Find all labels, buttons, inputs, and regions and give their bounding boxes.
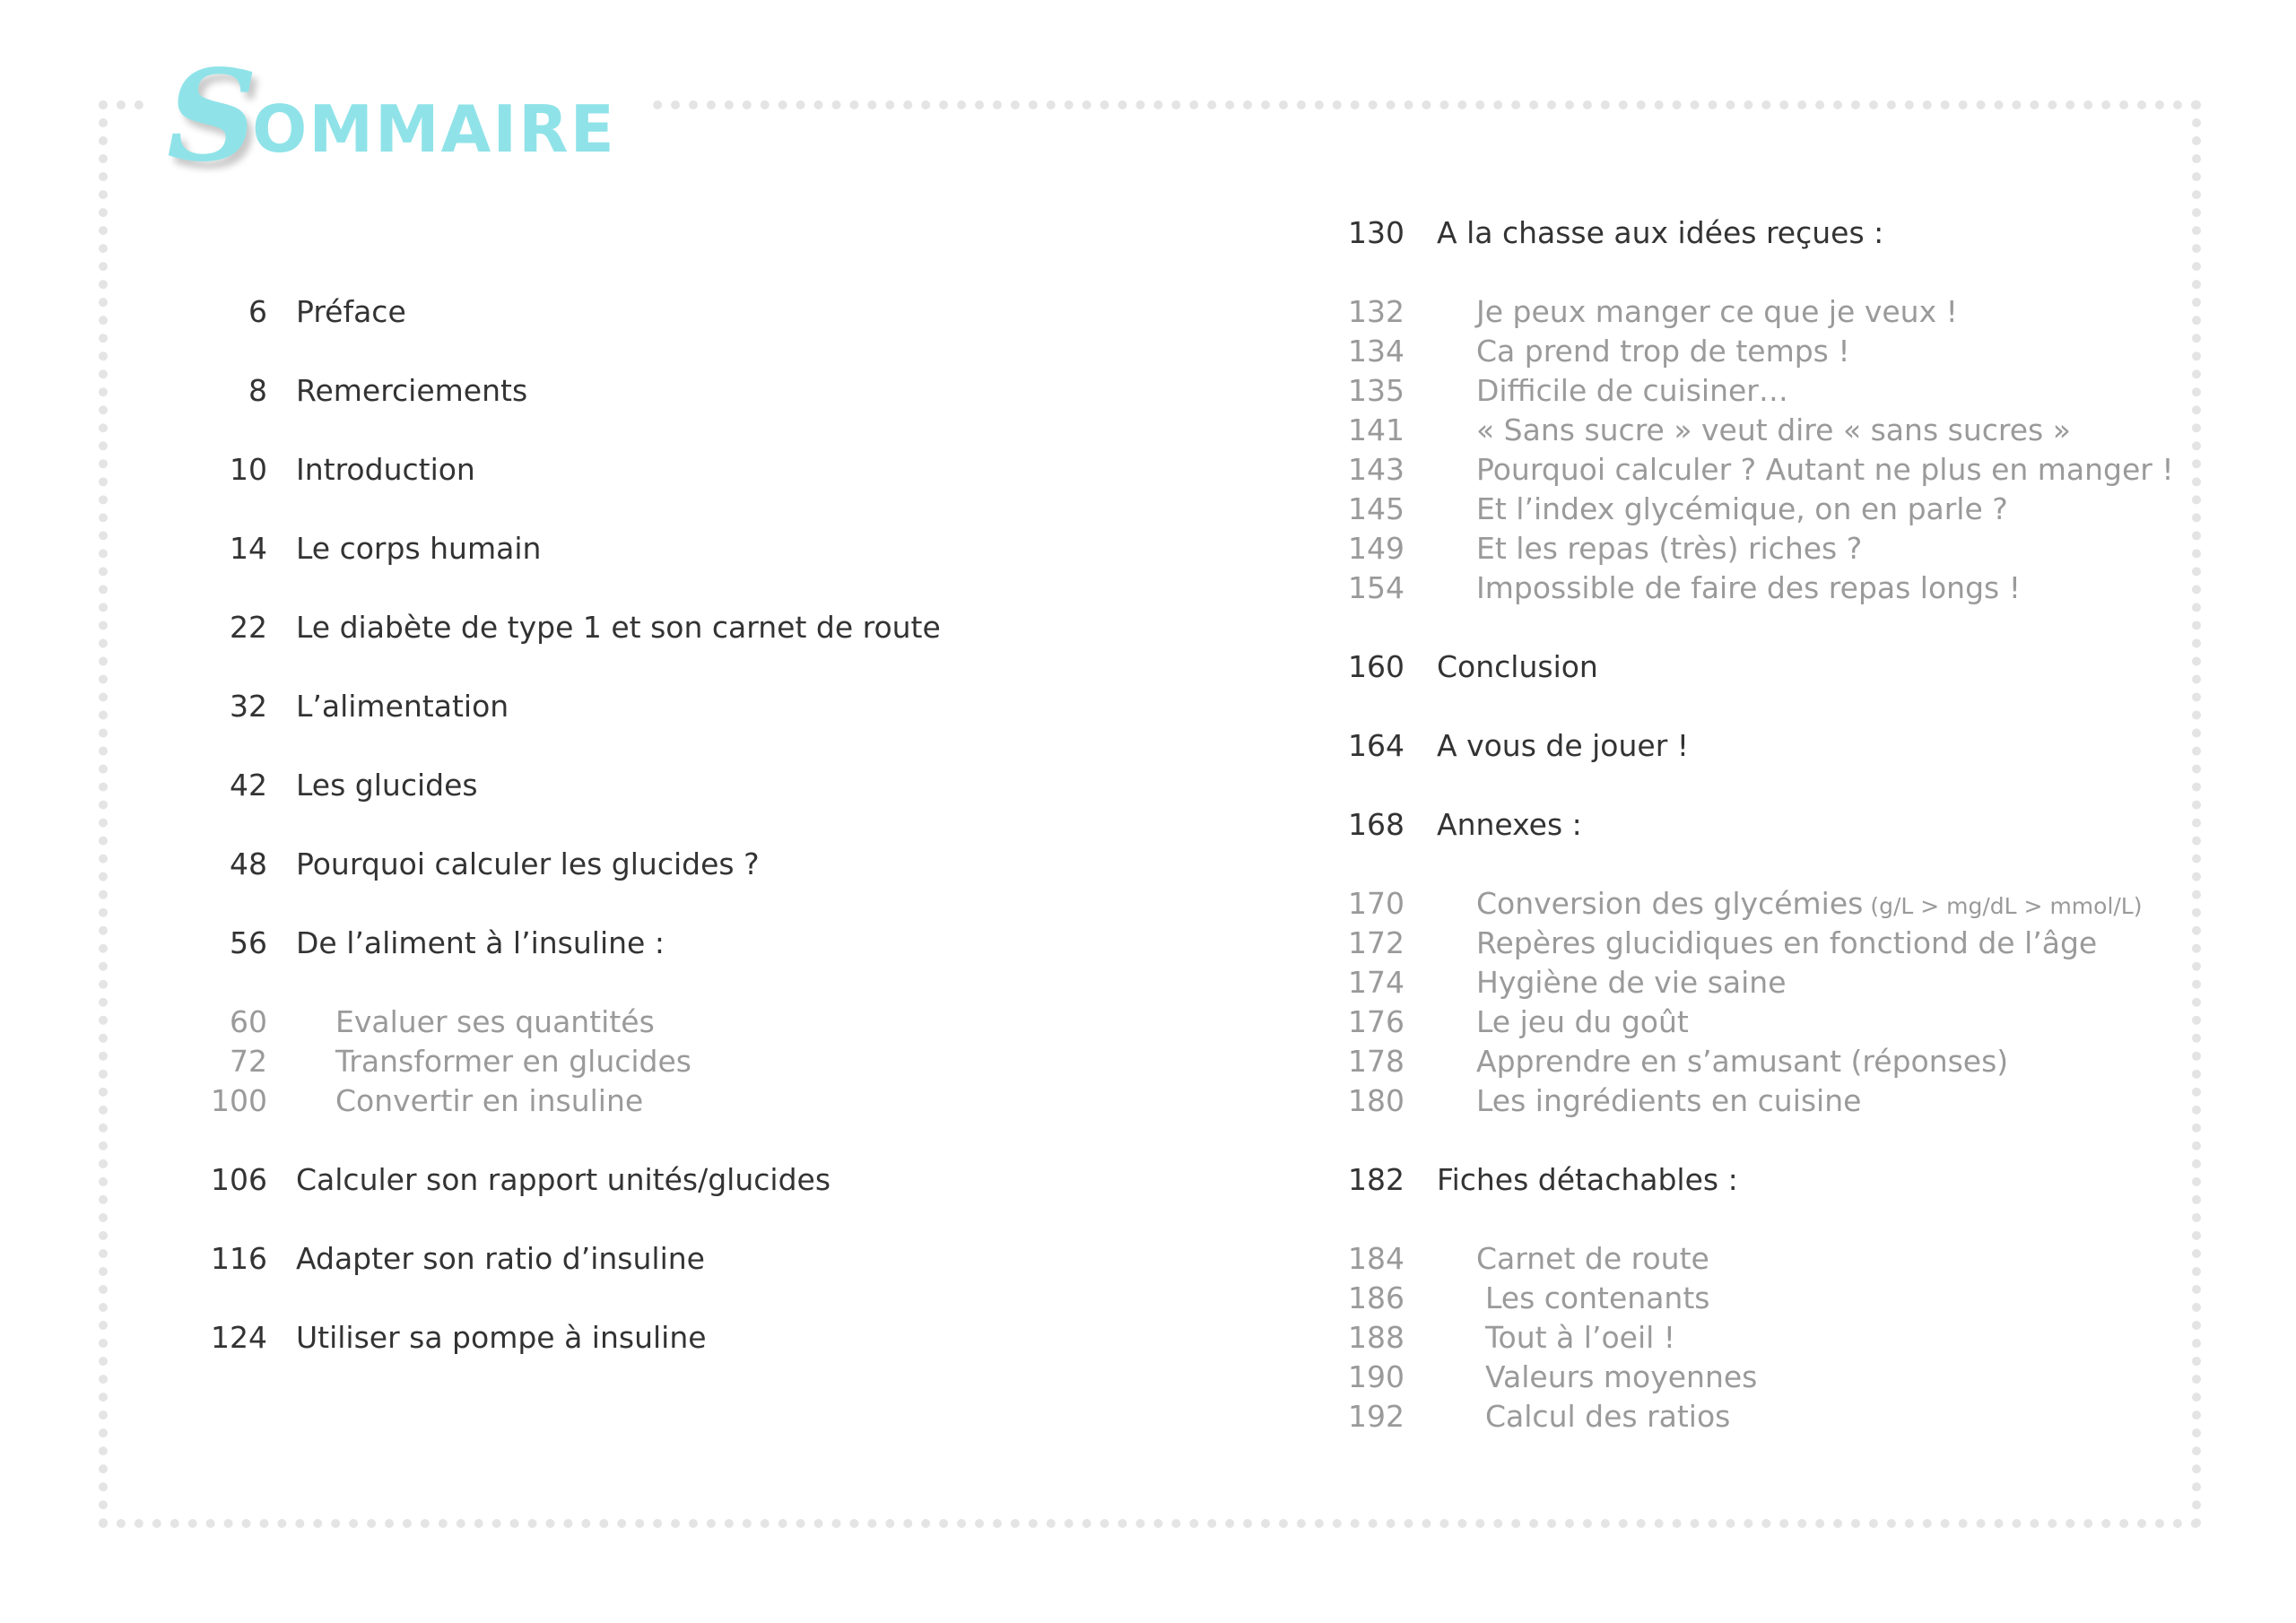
- entry-text: Valeurs moyennes: [1485, 1359, 1758, 1394]
- page-number: 143: [1348, 452, 1405, 487]
- toc-entry[interactable]: [152, 845, 1229, 884]
- entry-text: Convertir en insuline: [335, 1083, 644, 1118]
- entry-text: Les ingrédients en cuisine: [1476, 1083, 1862, 1118]
- entry-title: [296, 292, 406, 332]
- toc-subentry[interactable]: [1309, 1239, 2170, 1279]
- entry-text: Introduction: [296, 452, 475, 487]
- entry-title: [335, 1042, 691, 1081]
- entry-text: Remerciements: [296, 373, 528, 408]
- entry-text: Préface: [296, 294, 406, 329]
- entry-text: « Sans sucre » veut dire « sans sucres »: [1476, 412, 2071, 447]
- page-number: 135: [1348, 373, 1405, 408]
- page-number: 172: [1348, 925, 1405, 960]
- entry-title: [296, 450, 475, 490]
- toc-subentry[interactable]: [152, 924, 1229, 963]
- page-number: 184: [1348, 1241, 1405, 1276]
- entry-title: [296, 1160, 831, 1200]
- entry-title: [1485, 1318, 1675, 1358]
- toc-subentry[interactable]: [1309, 332, 2170, 371]
- page-number: 188: [1348, 1320, 1405, 1355]
- toc-entry[interactable]: [152, 292, 1229, 332]
- entry-text: Calculer son rapport unités/glucides: [296, 1162, 831, 1197]
- entry-title: [335, 1081, 643, 1121]
- toc-entry[interactable]: [152, 608, 1229, 647]
- toc-subentry[interactable]: [1309, 805, 2170, 845]
- entry-title: [1437, 647, 1598, 687]
- page-number: 130: [1348, 215, 1405, 250]
- toc-subentry[interactable]: [1309, 1318, 2170, 1358]
- title-initial: S: [167, 43, 258, 190]
- toc-entry[interactable]: [1309, 726, 2170, 766]
- page-number: 182: [1348, 1162, 1405, 1197]
- toc-subentry[interactable]: [1309, 411, 2170, 450]
- entry-title: [1476, 450, 2174, 490]
- toc-subentry[interactable]: [1309, 1358, 2170, 1397]
- toc-left-column: [152, 292, 1229, 1397]
- page-number: 134: [1348, 334, 1405, 369]
- entry-title: [1485, 1358, 1757, 1397]
- toc-subentry[interactable]: [1309, 1081, 2170, 1121]
- toc-subentry[interactable]: [1309, 529, 2170, 568]
- entry-title: [1476, 1081, 1861, 1121]
- page-number: 8: [248, 373, 267, 408]
- page-number: 174: [1348, 965, 1405, 1000]
- entry-title: [1485, 1279, 1709, 1318]
- entry-title: [335, 1002, 655, 1042]
- entry-text: Fiches détachables :: [1437, 1162, 1738, 1197]
- entry-text: A la chasse aux idées reçues :: [1437, 215, 1884, 250]
- toc-subentry[interactable]: [1309, 292, 2170, 332]
- entry-text: Je peux manger ce que je veux !: [1476, 294, 1958, 329]
- entry-title: [296, 371, 527, 411]
- title-rest: OMMAIRE: [252, 91, 616, 167]
- entry-title: [1476, 411, 2071, 450]
- entry-text: Pourquoi calculer les glucides ?: [296, 846, 760, 881]
- entry-text: Impossible de faire des repas longs !: [1476, 570, 2021, 605]
- page-number: 170: [1348, 886, 1405, 921]
- toc-entry[interactable]: [1309, 647, 2170, 687]
- toc-subentry[interactable]: [1309, 884, 2170, 924]
- page-number: 56: [230, 925, 267, 960]
- entry-text: Annexes :: [1437, 807, 1582, 842]
- entry-title: [296, 924, 665, 963]
- entry-title: [1437, 1160, 1738, 1200]
- page-number: 100: [211, 1083, 267, 1118]
- entry-text: Calcul des ratios: [1485, 1399, 1731, 1434]
- entry-title: [1476, 371, 1788, 411]
- page-number: 168: [1348, 807, 1405, 842]
- toc-subentry[interactable]: [1309, 568, 2170, 608]
- page-title: [152, 36, 650, 190]
- entry-text: Apprendre en s’amusant (réponses): [1476, 1044, 2009, 1079]
- entry-text: Carnet de route: [1476, 1241, 1709, 1276]
- entry-title: [296, 1318, 707, 1358]
- page-number: 10: [230, 452, 267, 487]
- entry-title: [1437, 213, 1883, 253]
- entry-text: Conclusion: [1437, 649, 1598, 684]
- entry-text: A vous de jouer !: [1437, 728, 1689, 763]
- entry-title: [1476, 884, 2143, 926]
- page-number: 32: [230, 689, 267, 724]
- page-number: 6: [248, 294, 267, 329]
- entry-text: De l’aliment à l’insuline :: [296, 925, 665, 960]
- entry-text: Le jeu du goût: [1476, 1004, 1689, 1039]
- page-number: 116: [211, 1241, 267, 1276]
- entry-title: [1437, 726, 1689, 766]
- page-number: 160: [1348, 649, 1405, 684]
- toc-entry[interactable]: [152, 1239, 1229, 1279]
- entry-text: Et l’index glycémique, on en parle ?: [1476, 491, 2008, 526]
- toc-entry[interactable]: [152, 450, 1229, 490]
- toc-subentry[interactable]: [152, 1002, 1229, 1042]
- entry-title: [1476, 292, 1958, 332]
- entry-title: [1476, 1042, 2008, 1081]
- toc-subentry[interactable]: [152, 1042, 1229, 1081]
- toc-entry[interactable]: [152, 766, 1229, 805]
- entry-title: [1476, 1239, 1709, 1279]
- entry-text: Adapter son ratio d’insuline: [296, 1241, 705, 1276]
- page-number: 164: [1348, 728, 1405, 763]
- entry-title: [1485, 1397, 1730, 1436]
- entry-text: Conversion des glycémies: [1476, 886, 1864, 921]
- entry-title: [1476, 529, 1862, 568]
- entry-title: [296, 529, 541, 568]
- page-number: 132: [1348, 294, 1405, 329]
- page-number: 124: [211, 1320, 267, 1355]
- page-number: 106: [211, 1162, 267, 1197]
- entry-text: Tout à l’oeil !: [1485, 1320, 1676, 1355]
- page-number: 154: [1348, 570, 1405, 605]
- toc-entry[interactable]: [152, 529, 1229, 568]
- entry-title: [1437, 805, 1582, 845]
- entry-title: [296, 608, 941, 647]
- entry-text: Hygiène de vie saine: [1476, 965, 1787, 1000]
- toc-subentry[interactable]: [1309, 1042, 2170, 1081]
- toc-subentry[interactable]: [1309, 213, 2170, 253]
- entry-text: Pourquoi calculer ? Autant ne plus en manger !: [1476, 452, 2174, 487]
- entry-title: [1476, 1002, 1689, 1042]
- entry-title: [1476, 568, 2021, 608]
- page-number: 48: [230, 846, 267, 881]
- page-number: 141: [1348, 412, 1405, 447]
- toc-entry[interactable]: [152, 1318, 1229, 1358]
- entry-text: L’alimentation: [296, 689, 509, 724]
- page-number: 72: [230, 1044, 267, 1079]
- toc-entry[interactable]: [152, 687, 1229, 726]
- entry-text: Difficile de cuisiner…: [1476, 373, 1788, 408]
- entry-text: Les glucides: [296, 768, 478, 803]
- entry-title: [296, 845, 760, 884]
- page-number: 180: [1348, 1083, 1405, 1118]
- entry-text: Ca prend trop de temps !: [1476, 334, 1850, 369]
- entry-title: [1476, 924, 2097, 963]
- page-number: 176: [1348, 1004, 1405, 1039]
- page-number: 186: [1348, 1280, 1405, 1315]
- page-number: 22: [230, 610, 267, 645]
- page-number: 42: [230, 768, 267, 803]
- toc-entry[interactable]: [152, 1160, 1229, 1200]
- entry-text: Utiliser sa pompe à insuline: [296, 1320, 707, 1355]
- toc-subentry[interactable]: [1309, 490, 2170, 529]
- entry-text: Les contenants: [1485, 1280, 1710, 1315]
- page-number: 60: [230, 1004, 267, 1039]
- toc-subentry[interactable]: [1309, 924, 2170, 963]
- page-number: 178: [1348, 1044, 1405, 1079]
- entry-title: [296, 1239, 705, 1279]
- toc-subentry[interactable]: [1309, 963, 2170, 1002]
- toc-subentry[interactable]: [152, 1081, 1229, 1121]
- entry-title: [296, 687, 509, 726]
- entry-text: Evaluer ses quantités: [335, 1004, 655, 1039]
- entry-title: [1476, 963, 1787, 1002]
- page-number: 192: [1348, 1399, 1405, 1434]
- entry-text: Le corps humain: [296, 531, 542, 566]
- page-number: 145: [1348, 491, 1405, 526]
- toc-subentry[interactable]: [1309, 450, 2174, 490]
- page-number: 190: [1348, 1359, 1405, 1394]
- toc-subentry[interactable]: [1309, 1160, 2170, 1200]
- entry-text: Transformer en glucides: [335, 1044, 691, 1079]
- entry-text: Le diabète de type 1 et son carnet de route: [296, 610, 941, 645]
- entry-text: Et les repas (très) riches ?: [1476, 531, 1863, 566]
- entry-text: Repères glucidiques en fonctiond de l’âge: [1476, 925, 2098, 960]
- toc-subentry[interactable]: [1309, 1279, 2170, 1318]
- page-number: 149: [1348, 531, 1405, 566]
- toc-right-column: [1309, 213, 2174, 1476]
- entry-title: [1476, 490, 2008, 529]
- toc-subentry[interactable]: [1309, 371, 2170, 411]
- entry-title: [296, 766, 478, 805]
- page-number: 14: [230, 531, 267, 566]
- toc-subentry[interactable]: [1309, 1002, 2170, 1042]
- entry-title: [1476, 332, 1850, 371]
- toc-entry[interactable]: [152, 371, 1229, 411]
- entry-note: (g/L > mg/dL > mmol/L): [1870, 893, 2143, 919]
- toc-subentry[interactable]: [1309, 1397, 2170, 1436]
